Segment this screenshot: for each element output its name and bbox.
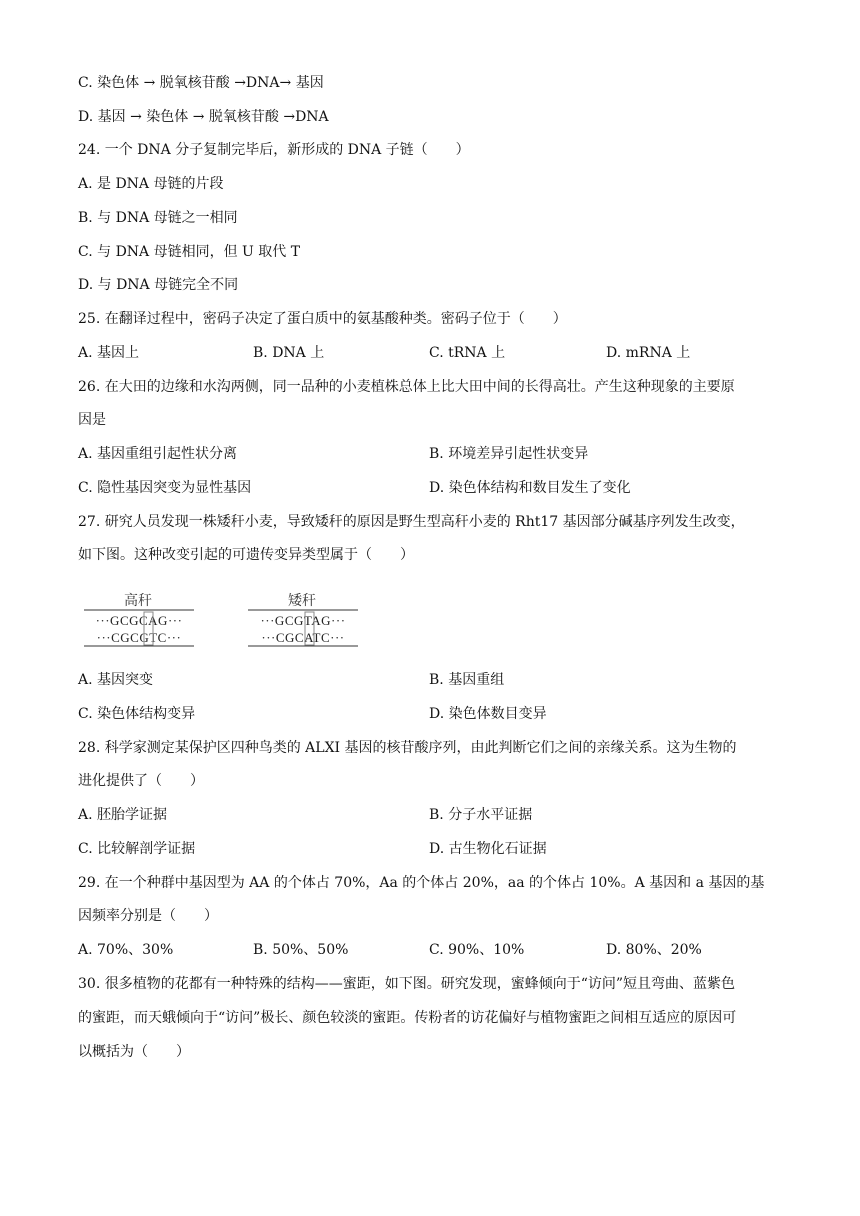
q30-stem-line-3: 以概括为（ ） [78, 1044, 190, 1060]
q28-option-d: D. 古生物化石证据 [429, 841, 547, 857]
q29-option-d: D. 80%、20% [606, 942, 702, 958]
q30-stem-line-2: 的蜜距，而天蛾倾向于“访问”极长、颜色较淡的蜜距。传粉者的访花偏好与植物蜜距之间相互适应的原因可 [78, 1010, 737, 1026]
q29-option-a: A. 70%、30% [78, 942, 174, 958]
short-stalk-label: 矮秆 [288, 594, 316, 609]
q27-option-b: B. 基因重组 [429, 672, 505, 688]
q26-option-c: C. 隐性基因突变为显性基因 [78, 480, 252, 496]
short-top-strand: ···GCGTAG··· [260, 613, 346, 628]
dna-sequence-figure [80, 588, 370, 654]
q28-option-c: C. 比较解剖学证据 [78, 841, 196, 857]
q26-option-b: B. 环境差异引起性状变异 [429, 446, 589, 462]
q30-stem-line-1: 30. 很多植物的花都有一种特殊的结构——蜜距，如下图。研究发现，蜜蜂倾向于“访问”短且弯曲、蓝紫色 [78, 976, 736, 992]
q28-stem-line-1: 28. 科学家测定某保护区四种鸟类的 ALXI 基因的核苷酸序列，由此判断它们之间的亲缘关系。这为生物的 [78, 740, 737, 756]
q26-stem-line-2: 因是 [78, 412, 106, 428]
q27-option-a: A. 基因突变 [78, 672, 154, 688]
q23-option-d: D. 基因 → 染色体 → 脱氧核苷酸 →DNA [78, 109, 329, 125]
q26-stem-line-1: 26. 在大田的边缘和水沟两侧，同一品种的小麦植株总体上比大田中间的长得高壮。产生这种现象的主要原 [78, 379, 735, 395]
q24-option-d: D. 与 DNA 母链完全不同 [78, 277, 239, 293]
q29-option-c: C. 90%、10% [429, 942, 525, 958]
q29-option-b: B. 50%、50% [253, 942, 349, 958]
q24-stem: 24. 一个 DNA 分子复制完毕后，新形成的 DNA 子链（ ） [78, 142, 470, 158]
q29-stem-line-1: 29. 在一个种群中基因型为 AA 的个体占 70%，Aa 的个体占 20%，aa 的个体占 10%。A 基因和 a 基因的基 [78, 875, 765, 891]
q24-option-a: A. 是 DNA 母链的片段 [78, 176, 224, 192]
q25-option-c: C. tRNA 上 [429, 345, 506, 361]
tall-stalk-label: 高秆 [124, 594, 152, 609]
tall-bottom-strand: ···CGCGTC··· [96, 630, 182, 645]
q25-option-d: D. mRNA 上 [606, 345, 691, 361]
q26-option-a: A. 基因重组引起性状分离 [78, 446, 238, 462]
q25-option-b: B. DNA 上 [253, 345, 325, 361]
q24-option-b: B. 与 DNA 母链之一相同 [78, 210, 238, 226]
q28-option-a: A. 胚胎学证据 [78, 807, 168, 823]
tall-top-strand: ···GCGCAG··· [95, 613, 183, 628]
short-bottom-strand: ···CGCATC··· [261, 630, 345, 645]
q23-option-c: C. 染色体 → 脱氧核苷酸 →DNA→ 基因 [78, 75, 324, 91]
q27-option-c: C. 染色体结构变异 [78, 706, 196, 722]
q25-stem: 25. 在翻译过程中，密码子决定了蛋白质中的氨基酸种类。密码子位于（ ） [78, 311, 567, 327]
q27-stem-line-1: 27. 研究人员发现一株矮秆小麦，导致矮秆的原因是野生型高秆小麦的 Rht17 基因部分碱基序列发生改变， [78, 514, 745, 530]
q27-stem-line-2: 如下图。这种改变引起的可遗传变异类型属于（ ） [78, 547, 414, 563]
q29-stem-line-2: 因频率分别是（ ） [78, 908, 218, 924]
q28-option-b: B. 分子水平证据 [429, 807, 533, 823]
q26-option-d: D. 染色体结构和数目发生了变化 [429, 480, 631, 496]
q24-option-c: C. 与 DNA 母链相同，但 U 取代 T [78, 244, 301, 260]
q28-stem-line-2: 进化提供了（ ） [78, 773, 204, 789]
q25-option-a: A. 基因上 [78, 345, 140, 361]
q27-option-d: D. 染色体数目变异 [429, 706, 547, 722]
